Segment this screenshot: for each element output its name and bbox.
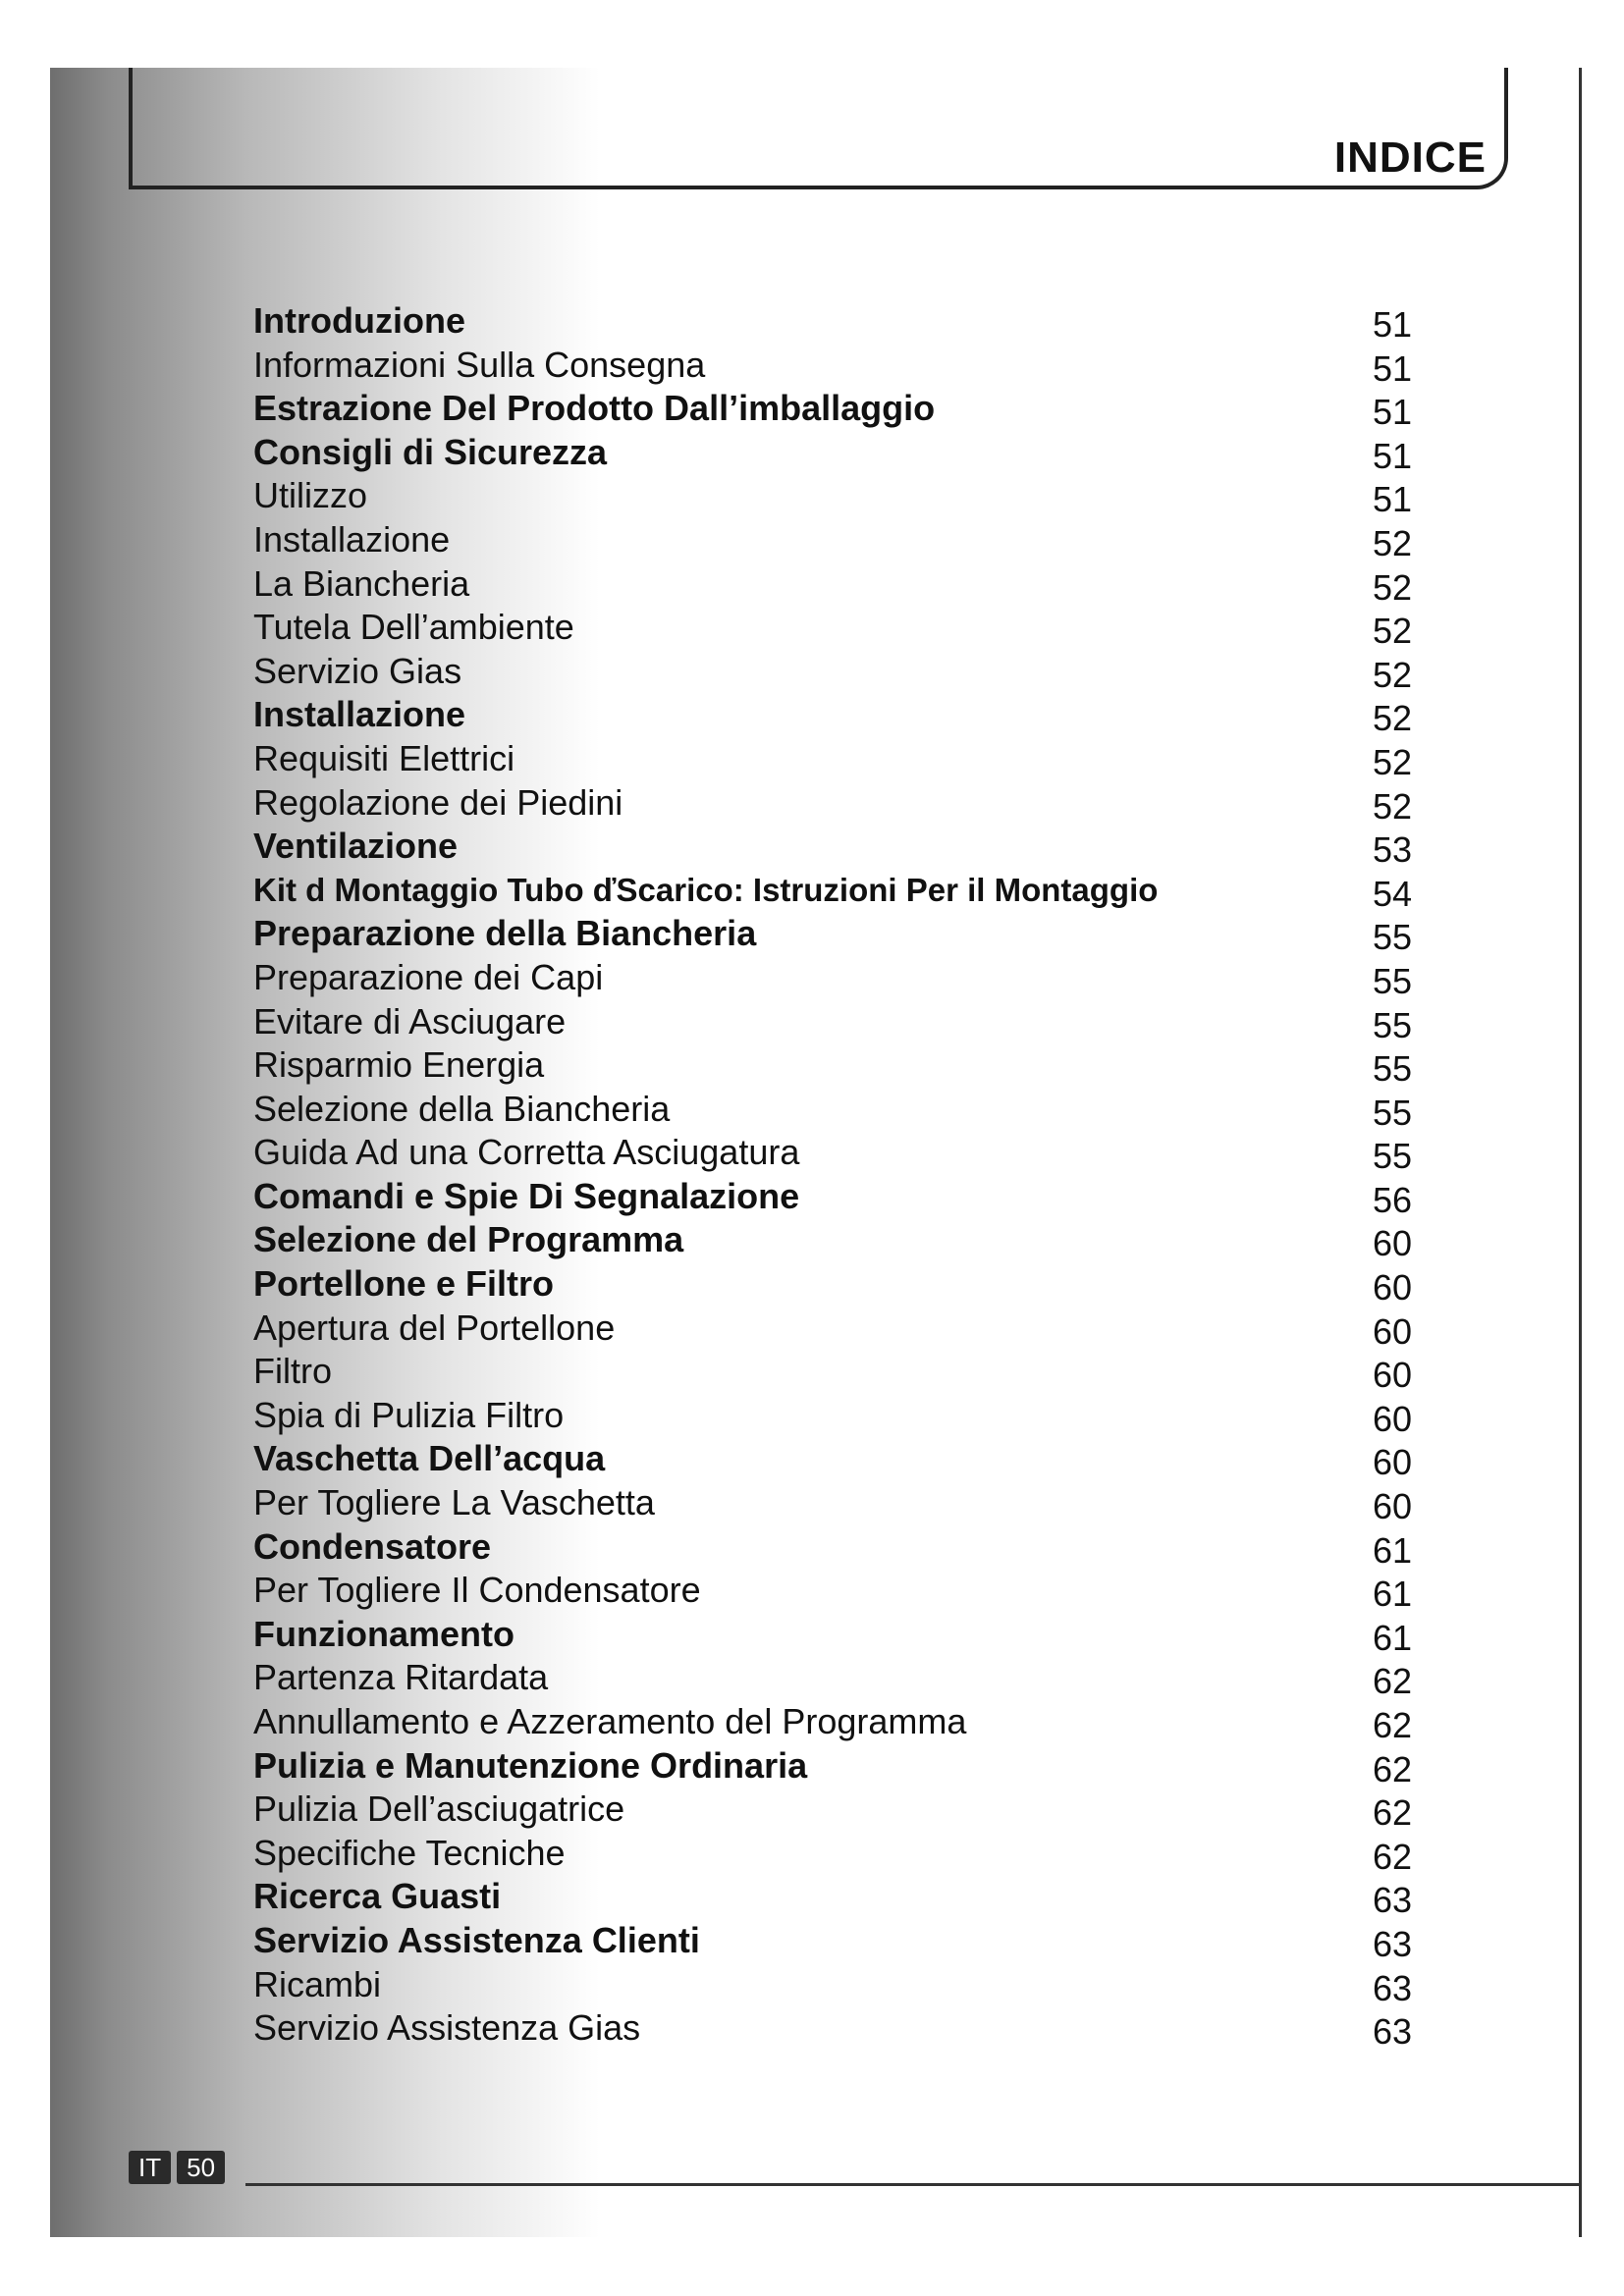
toc-entry-title: La Biancheria	[253, 562, 470, 604]
table-of-contents	[253, 299, 1412, 2051]
toc-entry-page: 62	[1372, 1705, 1412, 1745]
toc-entry-page: 55	[1372, 1004, 1412, 1045]
toc-entry-title: Ventilazione	[253, 826, 459, 867]
toc-entry-title: Funzionamento	[253, 1613, 514, 1654]
toc-entry	[253, 562, 1412, 607]
toc-entry	[253, 1788, 1412, 1832]
toc-entry-title: Estrazione Del Prodotto Dall’imballaggio	[253, 388, 936, 429]
toc-entry-page: 52	[1372, 785, 1412, 827]
toc-entry-title: Partenza Ritardata	[253, 1657, 549, 1698]
toc-entry-page: 52	[1372, 741, 1412, 782]
toc-entry	[253, 825, 1412, 869]
toc-entry	[253, 781, 1412, 826]
header-frame	[129, 68, 1508, 189]
toc-entry-page: 63	[1372, 1967, 1412, 2008]
toc-entry-title: Vaschetta Dell’acqua	[253, 1438, 606, 1479]
toc-entry	[253, 1875, 1412, 1919]
toc-entry-page: 55	[1372, 1136, 1412, 1177]
toc-entry	[253, 1437, 1412, 1481]
toc-entry	[253, 474, 1412, 518]
toc-entry-title: Utilizzo	[253, 475, 368, 516]
toc-entry	[253, 912, 1412, 956]
toc-entry	[253, 1744, 1412, 1789]
toc-entry-page: 51	[1372, 392, 1412, 433]
toc-entry-page: 51	[1372, 347, 1412, 389]
toc-entry	[253, 518, 1412, 562]
footer	[129, 2151, 225, 2184]
toc-entry-title: Spia di Pulizia Filtro	[253, 1394, 565, 1435]
toc-entry	[253, 650, 1412, 694]
toc-entry	[253, 1350, 1412, 1394]
toc-entry	[253, 1043, 1412, 1088]
toc-entry-page: 60	[1372, 1267, 1412, 1308]
toc-entry-title: Ricerca Guasti	[253, 1876, 502, 1917]
toc-entry-page: 55	[1372, 1092, 1412, 1133]
toc-entry	[253, 1919, 1412, 1963]
toc-entry-page: 52	[1372, 566, 1412, 608]
toc-entry	[253, 1218, 1412, 1262]
toc-entry-title: Annullamento e Azzeramento del Programma	[253, 1701, 967, 1741]
toc-entry	[253, 2006, 1412, 2051]
toc-entry	[253, 1000, 1412, 1044]
toc-entry	[253, 1175, 1412, 1219]
toc-entry-page: 55	[1372, 917, 1412, 958]
toc-entry	[253, 693, 1412, 737]
toc-entry-page: 61	[1372, 1529, 1412, 1571]
toc-entry-page: 62	[1372, 1661, 1412, 1702]
toc-entry-title: Condensatore	[253, 1525, 492, 1567]
toc-entry-page: 63	[1372, 1923, 1412, 1964]
toc-entry-title: Introduzione	[253, 300, 465, 341]
toc-entry-page: 52	[1372, 654, 1412, 695]
page-number: 50	[177, 2151, 225, 2184]
toc-entry	[253, 1525, 1412, 1570]
toc-entry-title: Specifiche Tecniche	[253, 1832, 566, 1873]
toc-entry	[253, 344, 1412, 388]
toc-entry-title: Per Togliere La Vaschetta	[253, 1482, 655, 1523]
toc-entry	[253, 1832, 1412, 1876]
toc-entry-page: 52	[1372, 611, 1412, 652]
right-margin-rule	[1579, 68, 1582, 2237]
toc-entry	[253, 431, 1412, 475]
toc-entry	[253, 606, 1412, 650]
toc-entry	[253, 1262, 1412, 1307]
toc-entry-page: 63	[1372, 1880, 1412, 1921]
toc-entry	[253, 1700, 1412, 1744]
toc-entry-title: Requisiti Elettrici	[253, 737, 515, 778]
toc-entry	[253, 299, 1412, 344]
toc-entry-title: Preparazione della Biancheria	[253, 913, 757, 954]
toc-entry-title: Guida Ad una Corretta Asciugatura	[253, 1132, 800, 1173]
toc-entry-page: 51	[1372, 435, 1412, 476]
toc-entry-title: Portellone e Filtro	[253, 1263, 555, 1305]
toc-entry-title: Apertura del Portellone	[253, 1307, 616, 1348]
toc-entry	[253, 1088, 1412, 1132]
toc-entry-page: 60	[1372, 1398, 1412, 1439]
toc-entry-page: 56	[1372, 1179, 1412, 1220]
toc-entry-title: Comandi e Spie Di Segnalazione	[253, 1175, 800, 1216]
toc-entry-page: 55	[1372, 960, 1412, 1001]
toc-entry-title: Servizio Assistenza Clienti	[253, 1919, 700, 1960]
toc-entry-page: 62	[1372, 1836, 1412, 1877]
toc-entry-title: Selezione del Programma	[253, 1219, 684, 1260]
toc-entry-title: Consigli di Sicurezza	[253, 431, 608, 472]
toc-entry	[253, 1307, 1412, 1351]
toc-entry-title: Ricambi	[253, 1963, 382, 2004]
toc-entry-page: 62	[1372, 1792, 1412, 1834]
toc-entry-title: Pulizia Dell’asciugatrice	[253, 1789, 625, 1830]
footer-rule	[245, 2183, 1581, 2186]
toc-entry-title: Servizio Gias	[253, 650, 462, 691]
toc-entry	[253, 1394, 1412, 1438]
toc-entry-page: 60	[1372, 1486, 1412, 1527]
toc-entry	[253, 737, 1412, 781]
toc-entry	[253, 1613, 1412, 1657]
toc-entry	[253, 956, 1412, 1000]
toc-entry-title: Risparmio Energia	[253, 1044, 545, 1086]
toc-entry-title: Filtro	[253, 1351, 332, 1392]
toc-entry-page: 63	[1372, 2011, 1412, 2053]
toc-entry-page: 53	[1372, 829, 1412, 871]
toc-entry-page: 60	[1372, 1310, 1412, 1352]
toc-entry	[253, 1963, 1412, 2007]
toc-entry-page: 61	[1372, 1617, 1412, 1658]
toc-entry-page: 55	[1372, 1048, 1412, 1090]
page-title: INDICE	[1333, 133, 1487, 182]
toc-entry-page: 54	[1372, 873, 1412, 914]
toc-entry-title: Per Togliere Il Condensatore	[253, 1570, 701, 1611]
toc-entry-title: Servizio Assistenza Gias	[253, 2007, 641, 2049]
toc-entry-title: Evitare di Asciugare	[253, 1000, 567, 1041]
toc-entry-page: 52	[1372, 698, 1412, 739]
toc-entry-title: Pulizia e Manutenzione Ordinaria	[253, 1744, 808, 1786]
toc-entry-title: Preparazione dei Capi	[253, 956, 604, 997]
toc-entry-title: Tutela Dell’ambiente	[253, 607, 574, 648]
toc-entry-page: 60	[1372, 1223, 1412, 1264]
toc-entry	[253, 869, 1412, 913]
toc-entry-page: 52	[1372, 522, 1412, 563]
toc-entry-page: 60	[1372, 1442, 1412, 1483]
toc-entry	[253, 1481, 1412, 1525]
toc-entry-title: Installazione	[253, 694, 466, 735]
toc-entry-page: 51	[1372, 304, 1412, 345]
toc-entry-page: 62	[1372, 1748, 1412, 1789]
toc-entry-title: Kit d Montaggio Tubo ďScarico: Istruzioni Per il Montaggio	[253, 871, 1159, 908]
toc-entry-page: 61	[1372, 1574, 1412, 1615]
toc-entry	[253, 1569, 1412, 1613]
language-badge: IT	[129, 2151, 171, 2184]
toc-entry-title: Informazioni Sulla Consegna	[253, 344, 706, 385]
toc-entry-title: Selezione della Biancheria	[253, 1088, 671, 1129]
toc-entry-title: Regolazione dei Piedini	[253, 781, 623, 823]
toc-entry	[253, 1131, 1412, 1175]
toc-entry-title: Installazione	[253, 518, 451, 560]
toc-entry-page: 60	[1372, 1355, 1412, 1396]
toc-entry	[253, 387, 1412, 431]
toc-entry-page: 51	[1372, 479, 1412, 520]
toc-entry	[253, 1656, 1412, 1700]
